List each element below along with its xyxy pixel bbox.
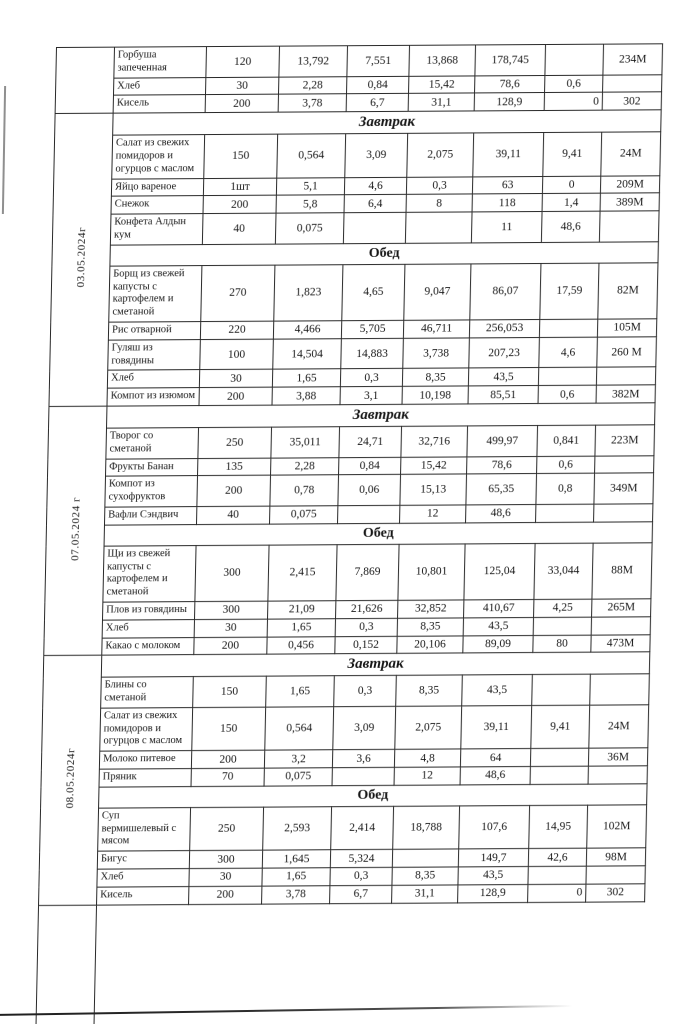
value-cell: 125,04 [464,543,535,600]
value-cell [533,617,591,635]
value-cell: 0,3 [406,177,472,195]
value-cell: 128,9 [458,884,528,902]
dish-cell: Снежок [111,196,203,214]
value-cell [596,367,655,385]
value-cell: 30 [205,77,278,95]
value-cell: 78,6 [475,75,545,93]
value-cell: 21,09 [268,601,336,619]
value-cell: 200 [191,750,264,768]
value-cell: 149,7 [458,849,528,867]
value-cell: 0,8 [536,473,595,504]
value-cell [539,319,597,337]
value-cell: 24,71 [339,426,402,457]
dish-cell: Борщ из свежей капусты с картофелем и сметаной [109,265,202,322]
value-cell: 30 [199,369,272,387]
value-cell [590,674,650,705]
table-row [43,674,650,708]
value-cell: 12 [394,767,460,785]
value-cell: 17,59 [540,263,599,320]
value-cell: 0,3 [330,867,392,885]
value-cell [343,213,406,244]
value-cell: 43,5 [463,617,533,635]
value-cell: 14,883 [341,338,404,369]
value-cell: 8 [406,194,472,212]
value-cell: 46,711 [403,320,469,338]
date-cell [55,47,114,114]
value-cell: 9,41 [543,132,602,176]
value-cell [603,74,662,92]
value-cell: 260 М [597,337,657,368]
value-cell: 18,788 [393,806,460,850]
value-cell: 135 [198,458,271,476]
dish-cell: Кисель [97,886,189,904]
value-cell: 31,1 [408,93,474,111]
table-row [52,211,659,245]
dish-cell: Хлеб [102,619,194,637]
value-cell: 0,075 [275,213,344,244]
value-cell: 9,41 [531,705,590,749]
value-cell [392,849,458,867]
value-cell: 256,053 [469,319,539,337]
value-cell: 3,09 [333,706,396,750]
value-cell: 4,25 [534,599,592,617]
dish-cell: Яйцо вареное [111,178,203,196]
value-cell: 1,65 [272,369,340,387]
value-cell: 14,504 [273,338,342,369]
value-cell: 32,852 [398,600,464,618]
value-cell: 2,414 [331,806,394,850]
value-cell: 39,11 [461,705,532,749]
value-cell: 2,28 [279,76,347,94]
value-cell: 9,047 [404,264,471,321]
value-cell: 13,792 [279,46,348,77]
value-cell: 300 [195,601,268,619]
value-cell: 0,78 [270,475,339,506]
value-cell: 0,6 [538,385,596,403]
table-row [40,805,647,852]
value-cell: 6,4 [344,195,406,213]
value-cell: 0 [544,93,602,111]
value-cell [538,367,596,385]
table-row [48,425,655,459]
dish-cell: Гуляш из говядины [108,339,201,370]
value-cell: 3,78 [262,886,330,904]
meal-header-cell: Завтрак [113,110,662,135]
value-cell: 1,4 [542,194,600,212]
value-cell: 0,3 [335,618,397,636]
dish-cell: Фрукты Банан [106,458,198,476]
value-cell [332,767,394,785]
date-column-border-stub [36,905,97,1024]
table-row [42,705,649,752]
value-cell: 15,42 [401,456,467,474]
meal-header-cell: Завтрак [101,652,650,677]
date-cell [44,406,107,656]
value-cell: 3,738 [403,338,470,369]
table-row [47,473,654,507]
value-cell: 5,8 [276,195,344,213]
dish-cell: Кисель [113,95,205,113]
value-cell: 24М [589,705,649,749]
value-cell: 107,6 [459,805,530,849]
value-cell: 128,9 [474,93,544,111]
value-cell: 3,09 [345,134,408,178]
value-cell: 200 [189,886,262,904]
value-cell: 3,78 [278,94,346,112]
value-cell: 43,5 [458,867,528,885]
table-skew-wrapper [35,43,663,1024]
value-cell: 349М [594,473,654,504]
value-cell: 1,823 [274,264,343,321]
value-cell: 0,564 [265,707,334,751]
table-row [45,543,652,603]
value-cell: 265М [592,599,651,617]
value-cell: 102М [587,805,647,849]
value-cell: 40 [202,213,276,244]
value-cell: 80 [533,635,591,653]
value-cell: 24М [601,132,661,176]
dish-cell: Пряник [99,769,191,787]
value-cell: 410,67 [464,599,534,617]
value-cell: 89,09 [463,635,533,653]
value-cell: 3,6 [332,750,394,768]
value-cell: 209М [600,175,659,193]
value-cell: 200 [205,95,278,113]
value-cell: 1,65 [262,868,330,886]
dish-cell: Горбуша запеченная [114,47,207,78]
value-cell: 88М [592,543,652,600]
value-cell: 15,42 [409,76,475,94]
value-cell: 0,3 [334,676,397,707]
value-cell: 302 [586,884,645,902]
dish-cell: Хлеб [113,77,205,95]
dish-cell: Салат из свежих помидоров и огурцов с маслом [100,707,193,751]
value-cell: 0,075 [270,506,338,524]
value-cell: 2,28 [271,457,339,475]
value-cell: 10,801 [398,544,465,601]
value-cell: 48,6 [466,504,536,522]
value-cell: 12 [400,505,466,523]
value-cell: 0,84 [347,76,409,94]
value-cell: 200 [197,475,271,506]
value-cell: 3,2 [264,750,332,768]
value-cell: 8,35 [392,867,458,885]
dish-cell: Салат из свежих помидоров и огурцов с маслом [112,135,205,179]
value-cell: 32,716 [401,426,468,457]
value-cell: 200 [203,196,276,214]
dish-cell: Бигус [97,851,189,869]
value-cell: 150 [192,707,266,751]
value-cell: 4,65 [342,264,405,321]
table-row [54,132,661,179]
value-cell: 20,106 [397,635,463,653]
value-cell: 300 [195,545,269,602]
value-cell: 13,868 [409,45,476,76]
value-cell: 1шт [203,178,276,196]
value-cell: 3,88 [272,387,340,405]
value-cell: 5,324 [330,850,392,868]
value-cell: 120 [206,46,280,77]
value-cell: 1,65 [266,676,335,707]
value-cell: 0 [528,884,586,902]
value-cell: 7,551 [347,45,410,76]
value-cell: 0,84 [339,457,401,475]
value-cell: 118 [472,194,542,212]
value-cell: 40 [197,506,270,524]
value-cell: 2,075 [395,706,462,750]
value-cell: 6,7 [330,885,392,903]
value-cell: 250 [198,427,272,458]
value-cell: 4,6 [539,337,598,368]
value-cell: 223М [595,425,655,456]
value-cell: 14,95 [529,805,588,849]
meal-header-cell: Обед [99,784,648,808]
value-cell: 220 [200,321,273,339]
value-cell: 65,35 [466,474,537,505]
value-cell: 0,456 [267,636,335,654]
meal-header-cell: Обед [110,242,659,266]
value-cell: 5,705 [341,320,403,338]
value-cell [536,504,594,522]
value-cell [545,44,604,75]
date-label: 03.05.2024г [74,227,88,288]
value-cell: 499,97 [467,425,538,456]
value-cell: 7,869 [336,544,399,601]
value-cell: 11 [471,212,542,243]
value-cell [530,748,588,766]
value-cell: 0 [542,176,600,194]
value-cell [595,455,654,473]
value-cell: 382М [596,385,655,403]
value-cell: 98М [586,848,645,866]
value-cell: 178,745 [475,45,546,76]
dish-cell: Плов из говядины [103,601,195,619]
dish-cell: Компот из изюмом [107,388,199,406]
value-cell: 2,415 [268,544,337,601]
value-cell: 6,7 [346,94,408,112]
value-cell: 4,466 [273,321,341,339]
value-cell: 0,06 [338,475,401,506]
value-cell: 150 [204,134,278,178]
value-cell: 0,6 [545,75,603,93]
value-cell: 234М [603,44,663,75]
dish-cell: Какао с молоком [102,637,194,655]
value-cell: 105М [597,319,656,337]
value-cell: 0,152 [335,636,397,654]
value-cell: 48,6 [460,767,530,785]
date-cell [49,113,113,406]
dish-cell: Блины со сметаной [101,677,194,708]
value-cell [532,674,591,705]
value-cell: 0,3 [340,369,402,387]
value-cell: 33,044 [534,543,593,600]
value-cell: 473М [591,634,650,652]
value-cell: 2,075 [407,133,474,177]
meal-header-cell: Обед [104,522,653,546]
value-cell: 42,6 [528,848,586,866]
value-cell: 207,23 [469,337,540,368]
dish-cell: Рис отварной [108,322,200,340]
value-cell: 1,645 [262,850,330,868]
meal-header-cell: Завтрак [107,403,656,428]
value-cell: 70 [191,768,264,786]
value-cell [338,505,400,523]
value-cell: 85,51 [468,386,538,404]
value-cell: 63 [472,176,542,194]
value-cell: 389М [600,193,659,211]
value-cell: 21,626 [336,600,398,618]
value-cell: 4,6 [344,177,406,195]
value-cell: 150 [193,676,267,707]
date-label: 08.05.2024г [63,747,77,809]
dish-cell: Конфета Алдын кум [110,214,203,245]
dish-cell: Щи из свежей капусты с картофелем и сметаной [103,545,196,602]
value-cell: 30 [194,619,267,637]
value-cell: 36М [588,748,647,766]
dish-cell: Творог со сметаной [106,428,199,459]
value-cell: 200 [194,637,267,655]
value-cell: 3,1 [340,386,402,404]
value-cell: 43,5 [468,368,538,386]
dish-cell: Хлеб [107,370,199,388]
date-cell [39,655,102,905]
value-cell: 300 [189,850,262,868]
value-cell [528,866,586,884]
dish-cell: Компот из сухофруктов [105,476,198,507]
value-cell [599,211,659,242]
table-row [50,337,657,371]
value-cell: 200 [199,387,272,405]
value-cell: 48,6 [541,211,600,242]
value-cell: 8,35 [396,675,463,706]
value-cell: 0,564 [277,134,346,178]
value-cell: 31,1 [392,885,458,903]
value-cell: 86,07 [470,263,541,320]
value-cell: 82М [598,263,658,320]
value-cell: 2,593 [263,807,332,851]
value-cell: 100 [200,339,274,370]
dish-cell: Суп вермишелевый с мясом [98,807,191,851]
value-cell [594,504,653,522]
value-cell: 8,35 [402,368,468,386]
value-cell [586,866,645,884]
dish-cell: Хлеб [97,869,189,887]
value-cell: 10,198 [402,386,468,404]
value-cell: 15,13 [400,474,467,505]
value-cell: 4,8 [394,749,460,767]
value-cell: 0,841 [537,425,596,456]
value-cell: 250 [190,807,264,851]
date-label: 07.05.2024 г [68,496,83,561]
value-cell: 78,6 [467,456,537,474]
value-cell: 39,11 [473,133,544,177]
dish-cell: Молоко питевое [99,751,191,769]
value-cell: 270 [201,265,275,322]
value-cell [588,766,647,784]
value-cell [405,212,472,243]
table-row [51,263,658,323]
value-cell: 43,5 [462,675,533,706]
value-cell: 30 [189,868,262,886]
value-cell: 64 [460,749,530,767]
value-cell: 302 [602,92,661,110]
value-cell: 0,075 [264,768,332,786]
value-cell [530,766,588,784]
value-cell: 8,35 [397,618,463,636]
menu-table [35,43,663,1024]
table-row [56,44,663,78]
dish-cell: Вафли Сэндвич [104,507,196,525]
value-cell: 1,65 [267,618,335,636]
value-cell: 0,6 [537,456,595,474]
dish-column-border-stub [94,904,189,1024]
scan-artifact-left-line [2,86,6,214]
value-cell: 5,1 [276,177,344,195]
value-cell [591,616,650,634]
value-cell: 35,011 [271,427,340,458]
